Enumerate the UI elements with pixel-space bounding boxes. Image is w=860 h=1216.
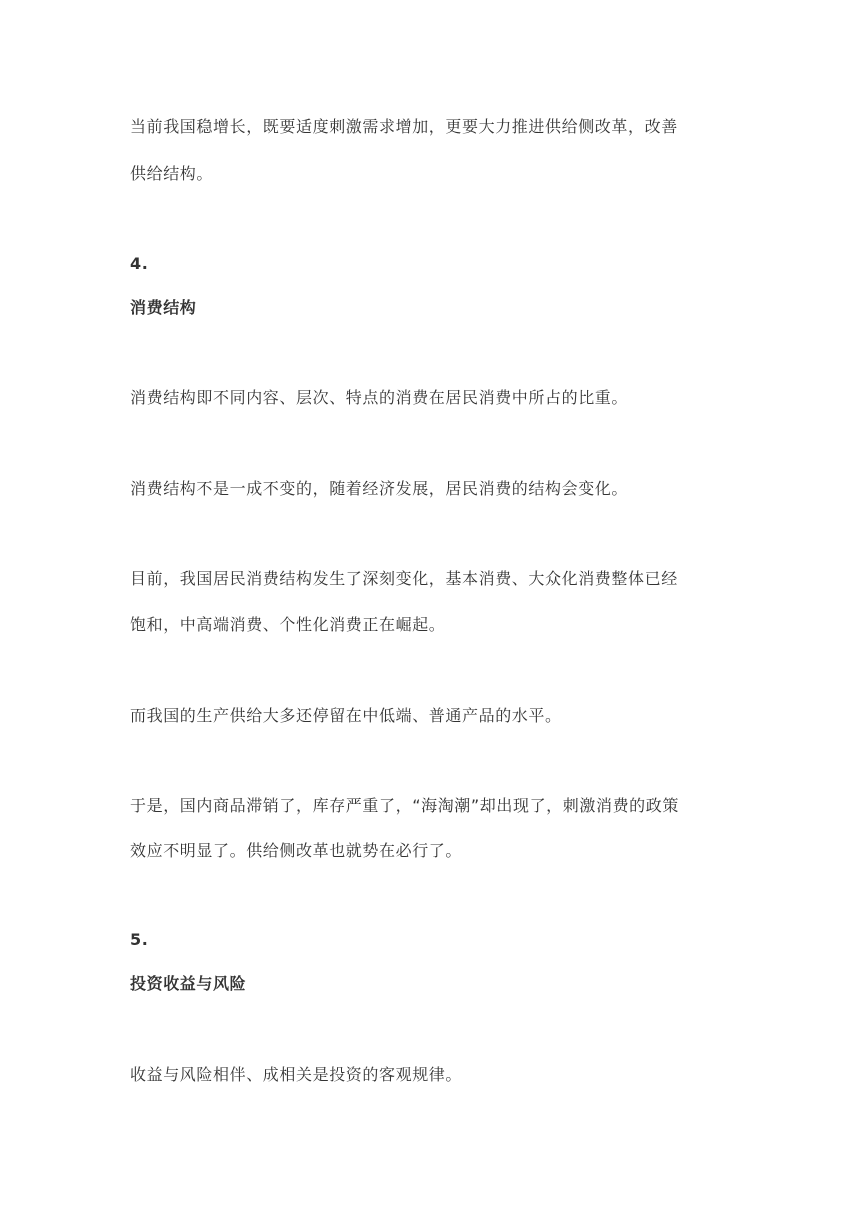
paragraph-line: 消费结构不是一成不变的，随着经济发展，居民消费的结构会变化。 [130, 479, 629, 498]
paragraph-line: 效应不明显了。供给侧改革也就势在必行了。 [130, 841, 463, 860]
paragraph-line: 于是，国内商品滞销了，库存严重了，“海淘潮”却出现了，刺激消费的政策 [130, 796, 679, 815]
section-number: 4. [130, 254, 149, 273]
paragraph-line: 而我国的生产供给大多还停留在中低端、普通产品的水平。 [130, 706, 562, 725]
paragraph-line: 消费结构即不同内容、层次、特点的消费在居民消费中所占的比重。 [130, 388, 629, 407]
section-number: 5. [130, 930, 149, 949]
section-title: 消费结构 [130, 298, 197, 317]
paragraph-line: 供给结构。 [130, 164, 214, 183]
paragraph-line: 当前我国稳增长，既要适度刺激需求增加，更要大力推进供给侧改革，改善 [130, 117, 678, 136]
paragraph-line: 收益与风险相伴、成相关是投资的客观规律。 [130, 1065, 463, 1084]
paragraph-line: 目前，我国居民消费结构发生了深刻变化，基本消费、大众化消费整体已经 [130, 569, 678, 588]
paragraph-line: 饱和，中高端消费、个性化消费正在崛起。 [130, 615, 446, 634]
section-title: 投资收益与风险 [130, 974, 247, 993]
